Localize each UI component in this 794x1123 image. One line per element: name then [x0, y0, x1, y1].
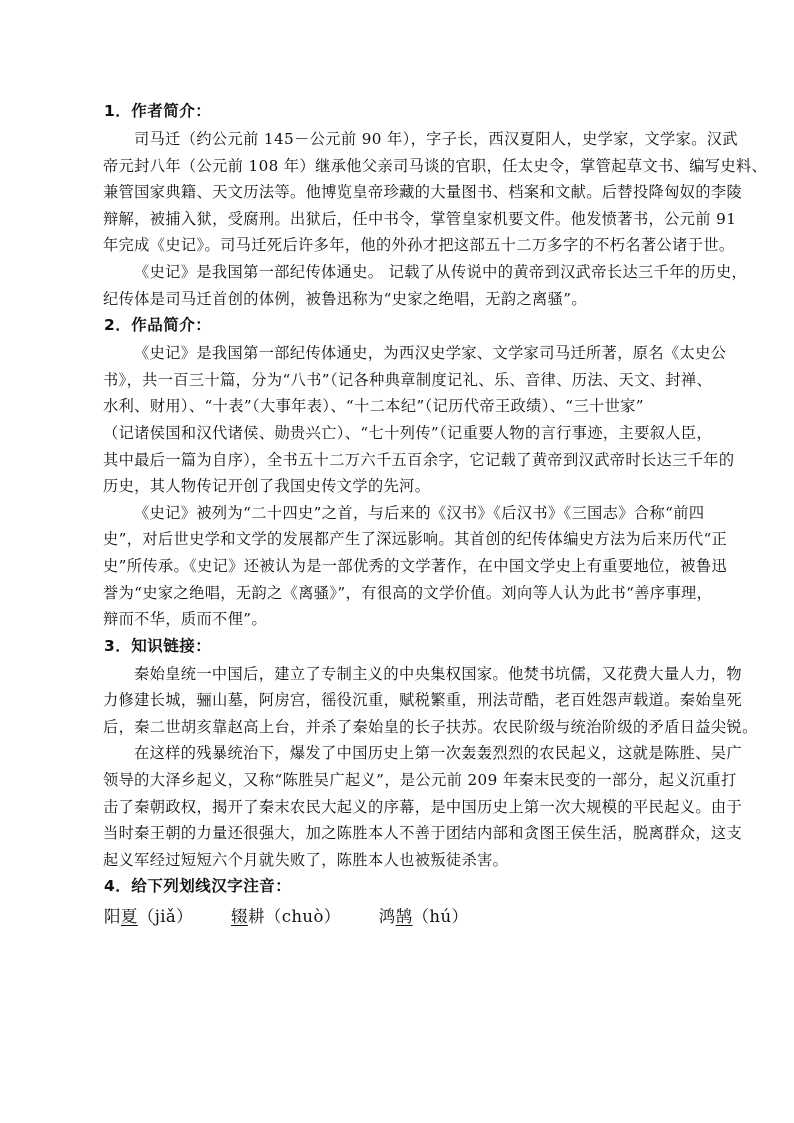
- paragraph: [103, 259, 748, 312]
- pinyin-row: [103, 903, 703, 931]
- text-line: 其中最后一篇为自序），全书五十二万六千五百余字，它记载了黄帝到汉武帝时长达三千年的: [103, 450, 735, 469]
- paragraph: [103, 740, 743, 873]
- text-line: 秦始皇统一中国后，建立了专制主义的中央集权国家。他焚书坑儒，又花费大量人力，物: [134, 664, 742, 683]
- text-line: 在这样的残暴统治下，爆发了中国历史上第一次轰轰烈烈的农民起义，这就是陈胜、吴广: [134, 744, 742, 763]
- paragraph: [103, 126, 768, 259]
- exercise-heading: 4．给下列划线汉字注音：: [104, 877, 292, 896]
- pinyin-item: [231, 903, 341, 931]
- text-line: 辩而不华，质而不俚”。: [103, 610, 268, 629]
- paragraph: [103, 500, 728, 633]
- text-line: 起义军经过短短六个月就失败了，陈胜本人也被叛徒杀害。: [103, 850, 509, 869]
- section-knowledge-link: [103, 633, 758, 874]
- text-line: 辩解，被捕入狱，受腐刑。出狱后，任中书令，掌管皇家机要文件。他发愤著书，公元前 91: [103, 209, 737, 228]
- text-line: 击了秦朝政权，揭开了秦末农民大起义的序幕，是中国历史上第一次大规模的平民起义。由于: [103, 797, 743, 816]
- pinyin-answer: （jiǎ）: [137, 907, 194, 927]
- text-line: 司马迁（约公元前 145－公元前 90 年），字子长，西汉夏阳人，史学家，文学家。汉武: [134, 130, 738, 148]
- text-line: 《史记》是我国第一部纪传体通史。 记载了从传说中的黄帝到汉武帝长达三千年的历史，: [134, 262, 748, 281]
- underlined-char: 夏: [120, 907, 138, 927]
- text-line: 史”，对后世史学和文学的发展都产生了深远影响。其首创的纪传体编史方法为后来历代“正: [103, 530, 728, 549]
- text-line: 《史记》是我国第一部纪传体通史，为西汉史学家、文学家司马迁所著，原名《太史公: [134, 344, 727, 363]
- underlined-char: 辍: [231, 907, 248, 927]
- text-line: 帝元封八年（公元前 108 年）继承他父亲司马谈的官职，任太史令，掌管起草文书、编写史料、: [103, 156, 768, 175]
- text-line: 史”所传承。《史记》还被认为是一部优秀的文学著作，在中国文学史上有重要地位，被鲁迅: [103, 556, 728, 575]
- word-prefix: 阳: [104, 907, 121, 927]
- section-pinyin-exercise: [103, 873, 703, 931]
- pinyin-answer: （hú）: [412, 907, 469, 927]
- text-line: 誉为“史家之绝唱，无韵之《离骚》”，有很高的文学价值。刘向等人认为此书“善序事理，: [103, 583, 713, 602]
- pinyin-answer: （chuò）: [264, 907, 341, 927]
- text-line: 后，秦二世胡亥靠赵高上台，并杀了秦始皇的长子扶苏。农民阶级与统治阶级的矛盾日益尖锐。: [103, 717, 758, 736]
- text-line: 当时秦王朝的力量还很强大，加之陈胜本人不善于团结内部和贪图王侯生活，脱离群众，这支: [103, 824, 743, 843]
- text-line: 水利、财用）、“十表”（大事年表）、“十二本纪”（记历代帝王政绩）、“三十世家”: [103, 397, 644, 416]
- underlined-char: 鹄: [395, 907, 413, 927]
- text-line: 《史记》被列为“二十四史”之首，与后来的《汉书》《后汉书》《三国志》合称“前四: [134, 503, 705, 522]
- word-prefix: 鸿: [378, 907, 396, 927]
- text-line: 兼管国家典籍、天文历法等。他博览皇帝珍藏的大量图书、档案和文献。后替投降匈奴的李陵: [103, 183, 743, 202]
- text-line: 书》，共一百三十篇，分为“八书”（记各种典章制度记礼、乐、音律、历法、天文、封禅、: [103, 370, 713, 389]
- text-line: （记诸侯国和汉代诸侯、勋贵兴亡）、“七十列传”（记重要人物的言行事迹，主要叙人臣，: [103, 423, 713, 442]
- text-line: 历史，其人物传记开创了我国史传文学的先河。: [103, 477, 431, 496]
- document-content: [103, 98, 768, 931]
- pinyin-item: [379, 903, 469, 931]
- text-line: 领导的大泽乡起义，又称“陈胜吴广起义”，是公元前 209 年秦末民变的一部分，起义沉重打: [103, 771, 737, 790]
- pinyin-item: [104, 903, 193, 931]
- section-heading: 3．知识链接：: [104, 636, 212, 655]
- text-line: 年完成《史记》。司马迁死后许多年，他的外孙才把这部五十二万多字的不朽名著公诸于世。: [103, 236, 735, 255]
- text-line: 力修建长城，骊山墓，阿房宫，徭役沉重，赋税繁重，刑法苛酷，老百姓怨声载道。秦始皇死: [103, 691, 743, 710]
- section-heading: 2．作品简介：: [104, 316, 212, 335]
- section-author-intro: [103, 98, 768, 312]
- text-line: 纪传体是司马迁首创的体例，被鲁迅称为“史家之绝唱，无韵之离骚”。: [103, 289, 587, 308]
- paragraph: [103, 340, 735, 500]
- paragraph: [103, 661, 758, 741]
- section-heading: 1．作者简介：: [104, 102, 212, 120]
- section-work-intro: [103, 312, 735, 633]
- word-suffix: 耕: [247, 907, 265, 927]
